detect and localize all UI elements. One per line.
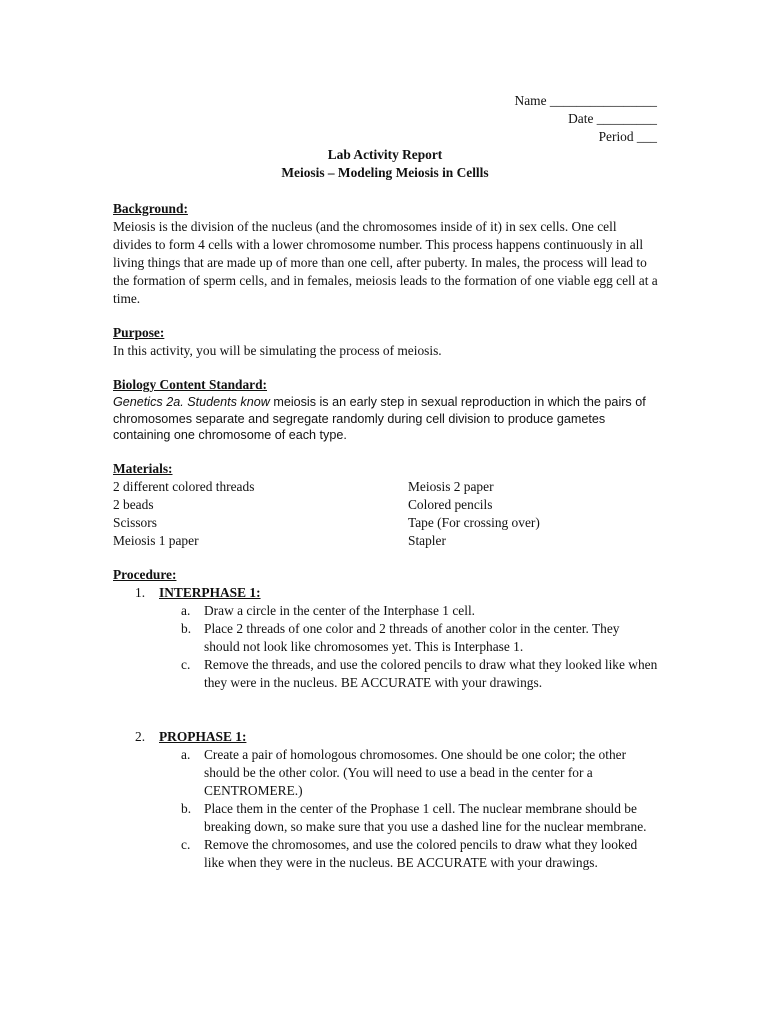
purpose-heading: Purpose: (113, 325, 165, 340)
step-number: 1. (135, 584, 146, 600)
background-heading: Background: (113, 201, 188, 216)
procedure-step-title (135, 584, 658, 602)
standard-paragraph (113, 394, 658, 444)
period-line: Period ___ (598, 129, 657, 144)
material-item: 2 beads (113, 496, 154, 512)
step-name: PROPHASE 1: (159, 728, 247, 744)
substep-letter: c. (181, 836, 191, 852)
substep-letter: a. (181, 602, 191, 618)
date-line: Date _________ (568, 111, 657, 126)
substep-text: Remove the threads, and use the colored pencils to draw what they looked like when they were in the nucleus. BE ACCURATE with your drawings. (204, 656, 658, 690)
substep-text: Place them in the center of the Prophase 1 cell. The nuclear membrane should be breaking down, so make sure that you use a dashed line for the nuclear membrane. (204, 800, 647, 834)
standard-text: meiosis is an early step in sexual reproduction in which the pairs of chromosomes separate and segregate randomly during cell division to produce gametes containing one chromosome of each type. (113, 395, 646, 442)
report-title: Lab Activity Report (327, 147, 443, 162)
materials-heading: Materials: (113, 460, 173, 476)
procedure-substep (181, 602, 658, 620)
step-name: INTERPHASE 1: (159, 584, 261, 600)
material-item: Stapler (408, 532, 446, 548)
material-item: Meiosis 2 paper (408, 478, 494, 494)
procedure-step-title (135, 728, 658, 746)
procedure-substep (181, 836, 658, 872)
substep-letter: a. (181, 746, 191, 762)
substep-letter: b. (181, 620, 192, 636)
title-block (0, 146, 770, 182)
substep-text: Remove the chromosomes, and use the colored pencils to draw what they looked like when they were in the nucleus. BE ACCURATE with your drawings. (204, 836, 638, 870)
step-number: 2. (135, 728, 146, 744)
procedure-substep (181, 800, 658, 836)
substep-letter: c. (181, 656, 191, 672)
substep-text: Create a pair of homologous chromosomes. One should be one color; the other should be the other color. (You will need to use a bead in the center for a CENTROMERE.) (204, 746, 627, 798)
material-item: Meiosis 1 paper (113, 532, 199, 548)
material-item: Tape (For crossing over) (408, 514, 540, 530)
report-subtitle: Meiosis – Modeling Meiosis in Cellls (281, 165, 489, 180)
name-line: Name ________________ (514, 93, 657, 108)
procedure-substep (181, 656, 658, 692)
material-item: 2 different colored threads (113, 478, 255, 494)
standard-heading: Biology Content Standard: (113, 377, 268, 392)
substep-text: Place 2 threads of one color and 2 threads of another color in the center. They should not look like chromosomes yet. This is Interphase 1. (204, 620, 620, 654)
procedure-substep (181, 620, 658, 656)
substep-text: Draw a circle in the center of the Interphase 1 cell. (204, 602, 476, 618)
substep-letter: b. (181, 800, 192, 816)
document-content (113, 200, 658, 872)
standard-italic-prefix: Genetics 2a. Students know (113, 395, 270, 409)
purpose-text: In this activity, you will be simulating the process of meiosis. (113, 343, 442, 358)
procedure-substep (181, 746, 658, 800)
material-item: Colored pencils (408, 496, 493, 512)
procedure-heading: Procedure: (113, 566, 177, 582)
material-item: Scissors (113, 514, 157, 530)
header-block (515, 92, 657, 146)
materials-list (113, 478, 658, 550)
background-text: Meiosis is the division of the nucleus (and the chromosomes inside of it) in sex cells. One cell divides to form 4 cells with a lower chromosome number. This process happens continuously in all living things that are made up of more than one cell, after puberty. In males, the process will lead to the formation of sperm cells, and in females, meiosis leads to the formation of one viable egg cell at a time. (113, 219, 658, 306)
